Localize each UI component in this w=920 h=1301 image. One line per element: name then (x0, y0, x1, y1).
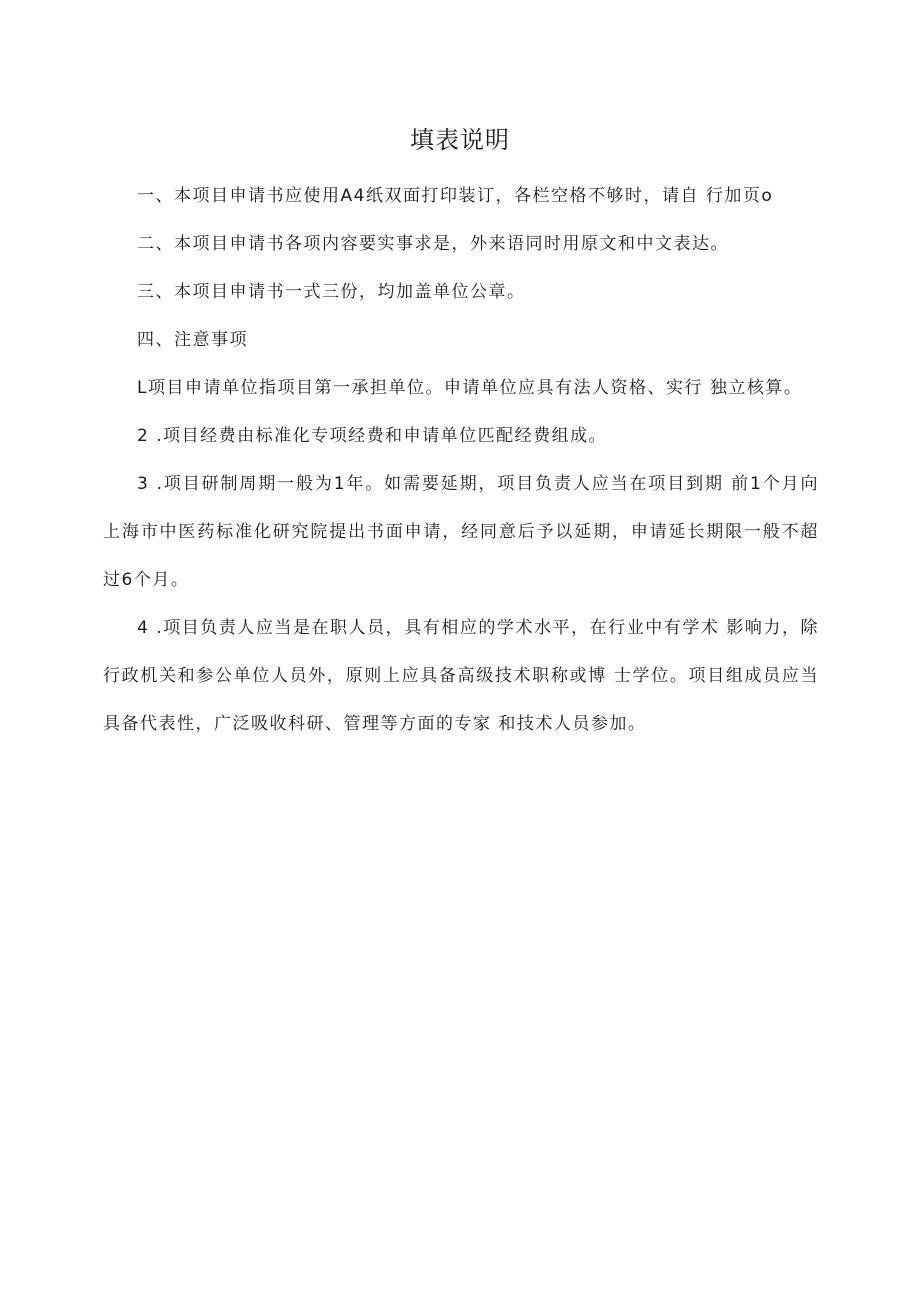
paragraph-4: 四、注意事项 (137, 330, 248, 350)
paragraph-7: 3 .项目研制周期一般为1年。如需要延期，项目负责人应当在项目到期 前1个月向上海市中医药标准化研究院提出书面申请，经同意后予以延期，申请延长期限一般不超过6个月。 (103, 474, 819, 590)
paragraph-1: 一、本项目申请书应使用A4纸双面打印装订，各栏空格不够时，请自 行加页o (137, 186, 774, 206)
paragraph-3: 三、本项目申请书一式三份，均加盖单位公章。 (137, 282, 526, 302)
page-title: 填表说明 (410, 126, 510, 154)
instructions-body (103, 172, 819, 748)
paragraph-2: 二、本项目申请书各项内容要实事求是，外来语同时用原文和中文表达。 (137, 234, 729, 254)
paragraph-8: 4 .项目负责人应当是在职人员，具有相应的学术水平，在行业中有学术 影响力，除行政机关和参公单位人员外，原则上应具备高级技术职称或博 士学位。项目组成员应当具备代表性，广泛吸收科研、管理等方面的专家 和技术人员参加。 (103, 618, 819, 734)
paragraph-6: 2 .项目经费由标准化专项经费和申请单位匹配经费组成。 (137, 426, 608, 446)
paragraph-5: L项目申请单位指项目第一承担单位。申请单位应具有法人资格、实行 独立核算。 (137, 378, 803, 398)
